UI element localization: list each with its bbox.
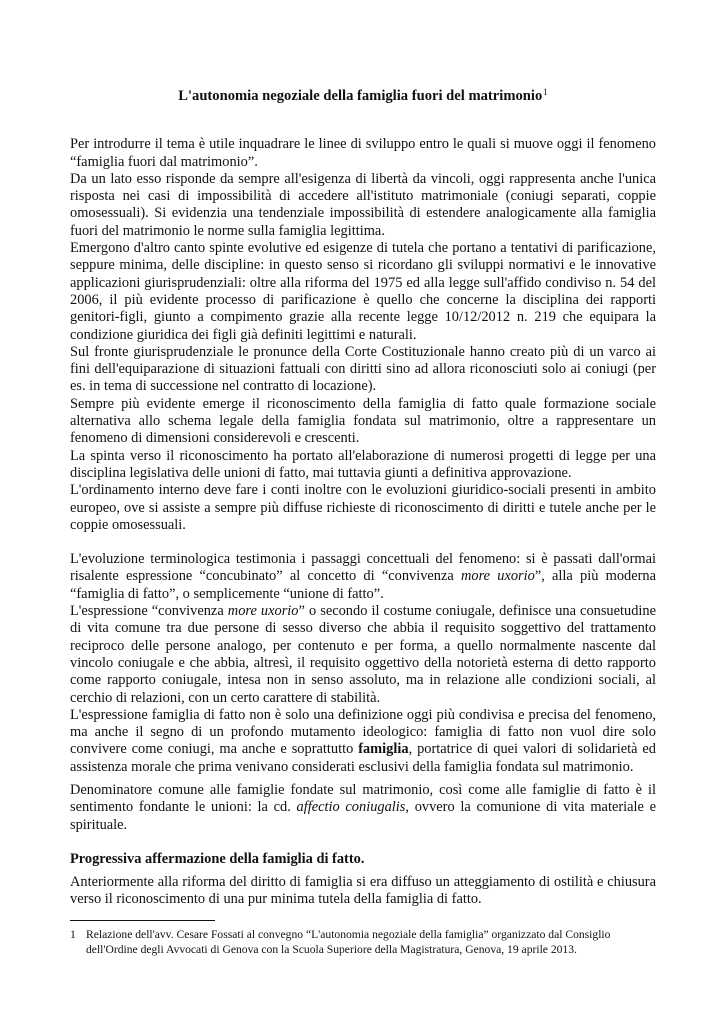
paragraph-recognition: Sempre più evidente emerge il riconoscimento della famiglia di fatto quale formazione sociale alternativa allo schema legale della famiglia fondata sul matrimonio, oltre a rappresentare un fenomeno di dimensioni considerevoli e crescenti. (70, 395, 656, 447)
text-run: L'espressione famiglia di fatto non è solo una definizione oggi più condivisa e precisa del fenomeno, ma anche il segno di un profondo mutamento ideologico: famiglia di fatto non vuol dire solo convivere come coniugi, ma anche e soprattutto (70, 706, 656, 758)
text-run: ” o secondo il costume coniugale, definisce una consuetudine di vita comune tra due persone di sesso diverso che abbia il requisito soggettivo del trattamento reciproco delle persone analogo, per contenuto e per forma, a quello normalmente nascente dal vincolo coniugale e che abbia, altresì, il requisito oggettivo della notorietà esterna di detto rapporto come rapporto coniugale, intesa non in senso assoluto, ma in relazione alle condizioni sociali, al cerchio di relazioni, con un certo carattere di stabilità. (70, 603, 656, 706)
bold-term: famiglia (358, 741, 409, 758)
italic-term: more uxorio (460, 568, 535, 585)
footnote-separator (70, 920, 215, 921)
footnote-number: 1 (70, 928, 76, 941)
document-body (70, 84, 656, 909)
paragraph-bills: La spinta verso il riconoscimento ha portato all'elaborazione di numerosi progetti di legge per una disciplina legislativa delle unioni di fatto, mai tuttavia giunti a definitiva approvazione. (70, 447, 656, 481)
text-run: L'evoluzione terminologica testimonia i passaggi concettuali del fenomeno: si è passati dall'ormai risalente espressione “concubinato” al concetto di “convivenza (70, 551, 656, 585)
footnote-reference[interactable]: 1 (543, 87, 548, 97)
paragraph-parification: Emergono d'altro canto spinte evolutive ed esigenze di tutela che portano a tentativi di parificazione, seppure minima, delle discipline: in questo senso si ricordano gli sviluppi normativi e le innovative applicazioni giurisprudenziali: oltre alla riforma del 1975 ed alla legge sull'affido condiviso n. 54 del 2006, il più evidente processo di parificazione è quello che concerne la disciplina dei rapporti genitori-figli, giunto a compimento grazie alla recente legge 10/12/2012 n. 219 che equipara la condizione giuridica dei figli già definiti legittimi e naturali. (70, 240, 656, 343)
text-run: ”, alla più moderna “famiglia di fatto”, o semplicemente “unione di fatto”. (70, 568, 656, 602)
paragraph-intro: Per introdurre il tema è utile inquadrare le linee di sviluppo entro le quali si muove oggi il fenomeno “famiglia fuori dal matrimonio”. (70, 136, 656, 170)
paragraph-terminology (70, 551, 656, 603)
footnote (70, 928, 660, 957)
italic-term: more uxorio (227, 603, 299, 620)
paragraph-ideology (70, 707, 656, 776)
paragraph-jurisprudence: Sul fronte giurisprudenziale le pronunce della Corte Costituzionale hanno creato più di un varco ai fini dell'equiparazione di situazioni fattuali con diritti sino ad allora riconosciuti solo ai coniugi (per es. in tema di successione nel contratto di locazione). (70, 343, 656, 395)
paragraph-hostility: Anteriormente alla riforma del diritto di famiglia si era diffuso un atteggiamento di ostilità e chiusura verso il riconoscimento di una pur minima tutela della famiglia di fatto. (70, 874, 656, 908)
footnote-text: Relazione dell'avv. Cesare Fossati al convegno “L'autonomia negoziale della famiglia” organizzato dal Consiglio dell'Ordine degli Avvocati di Genova con la Scuola Superiore della Magistratura, Genova, 19 aprile 2013. (86, 928, 611, 956)
text-run: Denominatore comune alle famiglie fondate sul matrimonio, così come alle famiglie di fatto è il sentimento fondante le unioni: la cd. (70, 781, 656, 816)
paragraph-european: L'ordinamento interno deve fare i conti inoltre con le evoluzioni giuridico-sociali presenti in ambito europeo, ove si assiste a sempre più diffuse richieste di riconoscimento di diritti e tutele anche per le coppie omosessuali. (70, 482, 656, 533)
document-title-text: L'autonomia negoziale della famiglia fuori del matrimonio (178, 88, 543, 104)
section-heading: Progressiva affermazione della famiglia di fatto. (70, 850, 365, 867)
text-run: L'espressione “convivenza (70, 603, 228, 620)
paragraph-definition (70, 603, 656, 707)
text-run: ovvero la comunione di vita materiale e spirituale. (70, 799, 656, 833)
paragraph-affectio (70, 782, 656, 834)
italic-term: affectio coniugalis, (296, 799, 409, 816)
text-run: , portatrice di quei valori di solidarietà ed assistenza morale che prima venivano considerati esclusivi della famiglia fondata sul matrimonio. (70, 741, 656, 775)
document-title (70, 84, 656, 105)
paragraph-liberty: Da un lato esso risponde da sempre all'esigenza di libertà da vincoli, oggi rappresenta anche l'unica risposta nei casi di impossibilità di accedere all'istituto matrimoniale (coniugi separati, coppie omosessuali). Si evidenzia una tendenziale impossibilità di estendere analogicamente alla famiglia fuori del matrimonio le norme sulla famiglia legittima. (70, 170, 656, 239)
